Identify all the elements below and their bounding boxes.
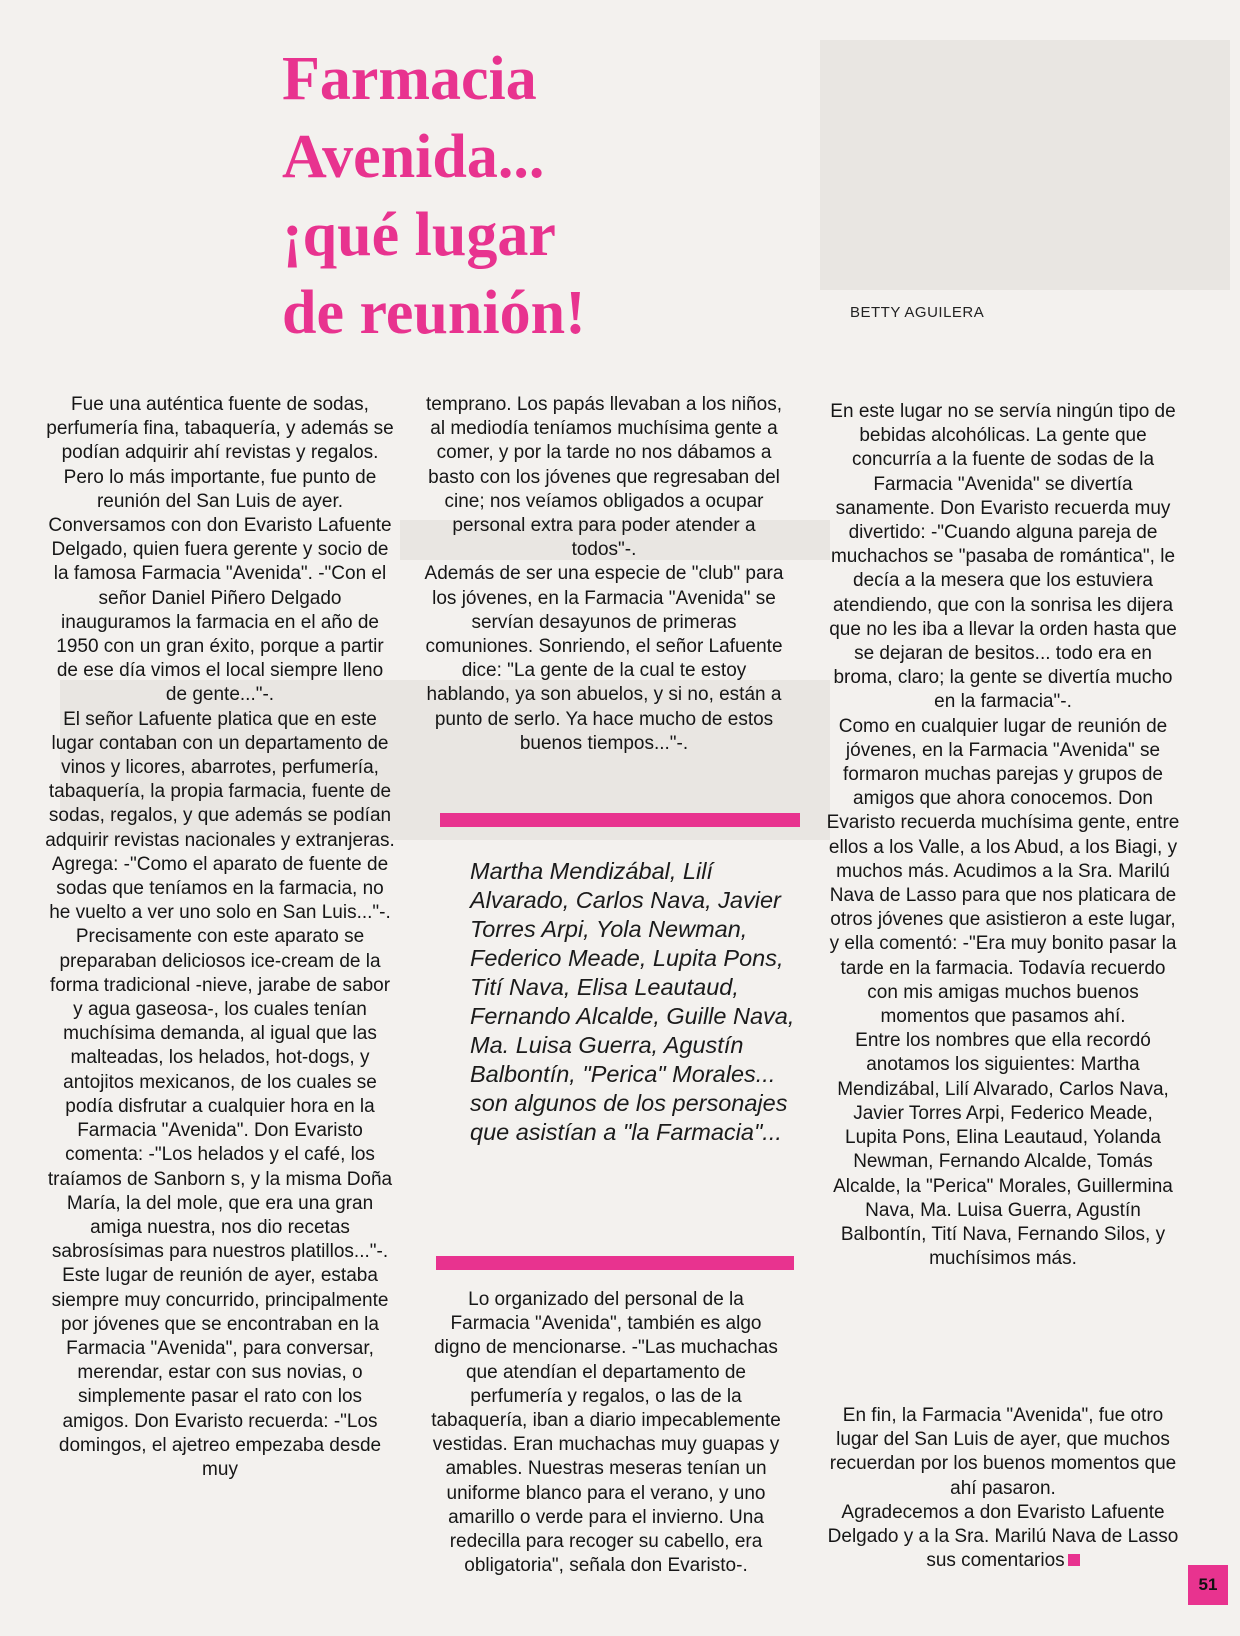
end-of-article-mark <box>1068 1554 1080 1566</box>
paragraph: Como en cualquier lugar de reunión de jóvenes, en la Farmacia "Avenida" se formaron muchas parejas y grupos de amigos que ahora conocemos. Don Evaristo recuerda muchísima gente, entre ellos a los Valle, a los Abud, a los Biagi, y muchos más. Acudimos a la Sra. Marilú Nava de Lasso para que nos platicara de otros jóvenes que asistieron a este lugar, y ella comentó: -"Era muy bonito pasar la tarde en la farmacia. Todavía recuerdo con mis amigas muchos buenos momentos que pasamos ahí. <box>826 715 1180 1028</box>
pullquote-bottom-rule <box>436 1256 794 1270</box>
paragraph: El señor Lafuente platica que en este lugar contaban con un departamento de vinos y licores, abarrotes, perfumería, tabaquería, la propia farmacia, fuente de sodas, regalos, y que además se podían adquirir revistas nacionales y extranjeras. Agrega: -"Como el aparato de fuente de sodas que teníamos en la farmacia, no he vuelto a ver uno solo en San Luis..."-. <box>45 708 395 924</box>
paragraph: Precisamente con este aparato se preparaban deliciosos ice-cream de la forma tradicional -nieve, jarabe de sabor y agua gaseosa-, los cuales tenían muchísima demanda, al igual que las malteadas, los helados, hot-dogs, y antojitos mexicanos, de los cuales se podía disfrutar a cualquier hora en la Farmacia "Avenida". Don Evaristo comenta: -"Los helados y el café, los traíamos de Sanborn s, y la misma Doña María, la del mole, que era una gran amiga nuestra, nos dio recetas sabrosísimas para nuestros platillos..."-. <box>47 926 393 1263</box>
closing-paragraph <box>826 1501 1180 1574</box>
paragraph: Entre los nombres que ella recordó anotamos los siguientes: Martha Mendizábal, Lilí Alvarado, Carlos Nava, Javier Torres Arpi, Federico Meade, Lupita Pons, Elina Leautaud, Yolanda Newman, Fernando Alcalde, Tomás Alcalde, la "Perica" Morales, Guillermina Nava, Ma. Luisa Guerra, Agustín Balbontín, Tití Nava, Fernando Silos, y muchísimos más. <box>833 1030 1173 1270</box>
paragraph: Además de ser una especie de "club" para los jóvenes, en la Farmacia "Avenida" se servían desayunos de primeras comuniones. Sonriendo, el señor Lafuente dice: "La gente de la cual te estoy hablando, ya son abuelos, y si no, están a punto de serlo. Ya hace mucho de estos buenos tiempos..."-. <box>424 563 784 754</box>
title-line: Farmacia <box>282 45 537 113</box>
paragraph: Lo organizado del personal de la Farmacia "Avenida", también es algo digno de mencionarse. -"Las muchachas que atendían el departamento de perfumería y regalos, o las de la tabaquería, iban a diario impecablemente vestidas. Eran muchachas muy guapas y amables. Nuestras meseras tenían un uniforme blanco para el verano, y uno amarillo o verde para el invierno. Una redecilla para recoger su cabello, era obligatoria", señala don Evaristo-. <box>431 1289 781 1577</box>
column-3 <box>826 400 1180 1271</box>
title-line: ¡qué lugar <box>282 201 556 269</box>
title-line: Avenida... <box>282 123 545 191</box>
column-2 <box>418 393 790 756</box>
page-number: 51 <box>1188 1565 1228 1605</box>
column-1 <box>44 393 396 1482</box>
title-line: de reunión! <box>282 279 586 347</box>
pullquote-top-rule <box>440 813 800 827</box>
article-title <box>282 40 802 352</box>
paragraph-text: Agradecemos a don Evaristo Lafuente Delgado y a la Sra. Marilú Nava de Lasso sus comentarios <box>827 1501 1179 1572</box>
pullquote: Martha Mendizábal, Lilí Alvarado, Carlos Nava, Javier Torres Arpi, Yola Newman, Federico Meade, Lupita Pons, Tití Nava, Elisa Leautaud, Fernando Alcalde, Guille Nava, Ma. Luisa Guerra, Agustín Balbontín, "Perica" Morales... son algunos de los personajes que asistían a "la Farmacia"... <box>470 858 795 1145</box>
paragraph: En este lugar no se servía ningún tipo de bebidas alcohólicas. La gente que concurría a la fuente de sodas de la Farmacia "Avenida" se divertía sanamente. Don Evaristo recuerda muy divertido: -"Cuando alguna pareja de muchachos se "pasaba de romántica", le decía a la mesera que los estuviera atendiendo, que con la sonrisa les dijera que no les iba a llevar la orden hasta que se dejaran de besitos... todo era en broma, claro; la gente se divertía mucho en la farmacia"-. <box>829 401 1177 713</box>
paragraph: En fin, la Farmacia "Avenida", fue otro lugar del San Luis de ayer, que muchos recuerdan por los buenos momentos que ahí pasaron. <box>829 1405 1177 1499</box>
bleed-through-block <box>820 40 1230 290</box>
paragraph: temprano. Los papás llevaban a los niños, al mediodía teníamos muchísima gente a comer, y por la tarde no nos dábamos a basto con los jóvenes que regresaban del cine; nos veíamos obligados a ocupar personal extra para poder atender a todos"-. <box>426 394 782 561</box>
paragraph: Fue una auténtica fuente de sodas, perfumería fina, tabaquería, y además se podían adquirir ahí revistas y regalos. Pero lo más importante, fue punto de reunión del San Luis de ayer. Conversamos con don Evaristo Lafuente Delgado, quien fuera gerente y socio de la famosa Farmacia "Avenida". -"Con el señor Daniel Piñero Delgado inauguramos la farmacia en el año de 1950 con un gran éxito, porque a partir de ese día vimos el local siempre lleno de gente..."-. <box>46 394 394 706</box>
author-byline: BETTY AGUILERA <box>850 304 985 321</box>
column-2-lower <box>430 1288 782 1578</box>
column-3-lower <box>826 1404 1180 1573</box>
paragraph: Este lugar de reunión de ayer, estaba siempre muy concurrido, principalmente por jóvenes que se encontraban en la Farmacia "Avenida", para conversar, merendar, estar con sus novias, o simplemente pasar el rato con los amigos. Don Evaristo recuerda: -"Los domingos, el ajetreo empezaba desde muy <box>51 1265 389 1480</box>
